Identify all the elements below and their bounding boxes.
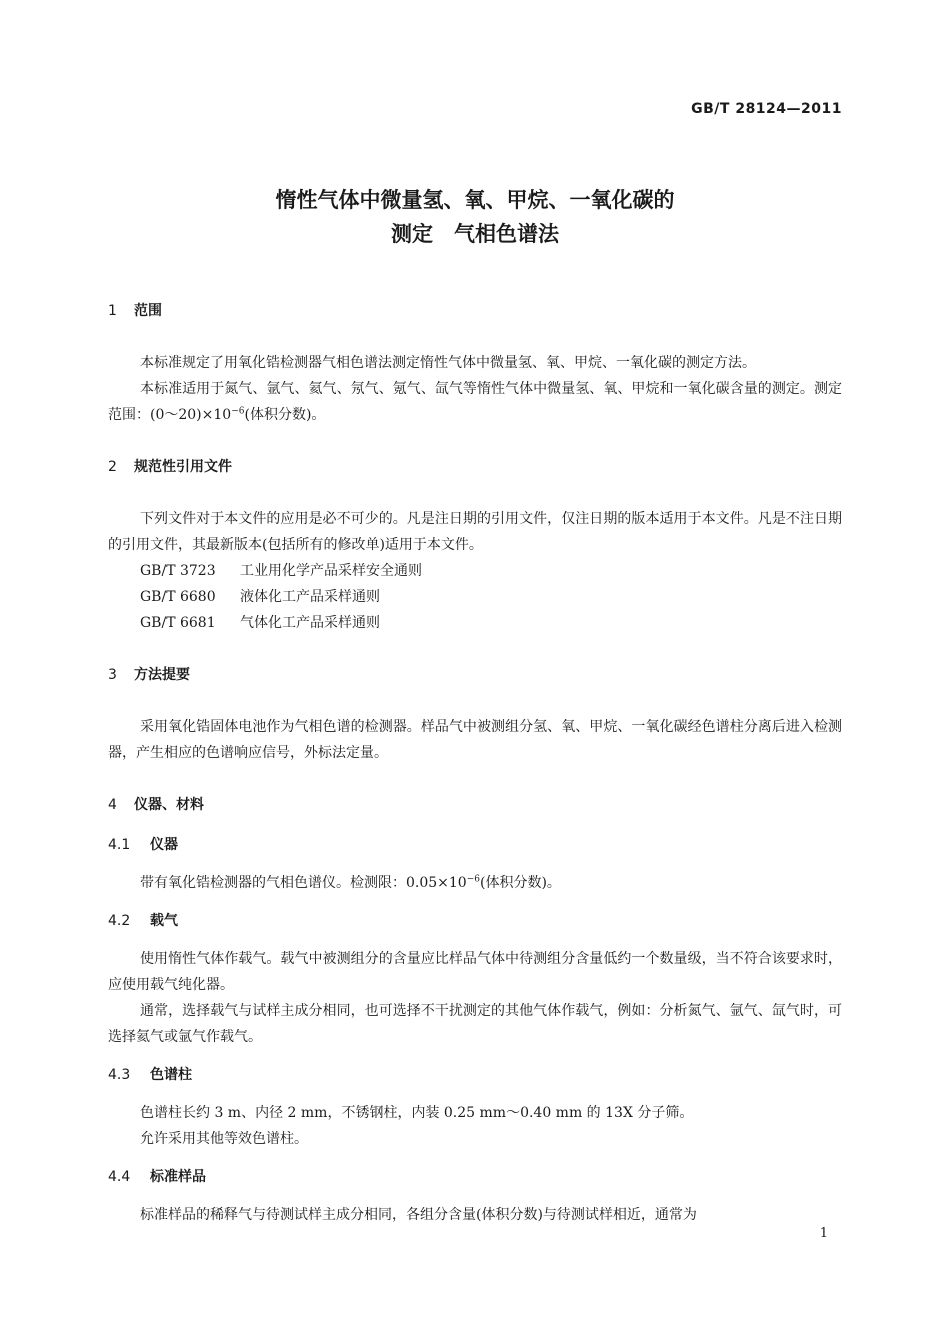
section-title: 范围 xyxy=(134,303,162,319)
section-1-para-2: 本标准适用于氮气、氩气、氦气、氖气、氪气、氙气等惰性气体中微量氢、氧、甲烷和一氧化碳含量的测定。测定范围：$(0\sim 20)\times 10^{-6}$(体积分数)。 xyxy=(108,381,842,423)
reference-item xyxy=(108,584,842,610)
reference-code: GB/T 3723 xyxy=(140,563,216,579)
section-4-heading xyxy=(108,792,842,818)
section-4-1-heading xyxy=(108,832,842,858)
section-number: 4.2 xyxy=(108,913,131,929)
title-line-2: 测定 气相色谱法 xyxy=(391,222,559,246)
title-line-1: 惰性气体中微量氢、氧、甲烷、一氧化碳的 xyxy=(275,188,675,212)
standard-code: GB/T 28124—2011 xyxy=(691,101,842,117)
reference-item xyxy=(108,558,842,584)
section-1-heading xyxy=(108,298,842,324)
section-4-1-para-1: 带有氧化锆检测器的气相色谱仪。检测限：$0.05\times 10^{-6}$(体积分数)。 xyxy=(140,874,561,891)
section-title: 色谱柱 xyxy=(150,1067,192,1083)
section-title: 方法提要 xyxy=(134,667,190,683)
section-4-2-para-2: 通常，选择载气与试样主成分相同，也可选择不干扰测定的其他气体作载气，例如：分析氮气、氩气、氙气时，可选择氦气或氩气作载气。 xyxy=(108,1003,842,1045)
reference-title: 液体化工产品采样通则 xyxy=(240,589,380,605)
section-4-2-heading xyxy=(108,908,842,934)
section-1-para-1: 本标准规定了用氧化锆检测器气相色谱法测定惰性气体中微量氢、氧、甲烷、一氧化碳的测定方法。 xyxy=(140,355,756,371)
section-number: 1 xyxy=(108,303,117,319)
section-number: 2 xyxy=(108,459,117,475)
section-number: 4 xyxy=(108,797,117,813)
section-4-3-para-1: 色谱柱长约 3 m、内径 2 mm，不锈钢柱，内装 0.25 mm～0.40 mm 的 13X 分子筛。 xyxy=(140,1105,694,1121)
section-4-3-heading xyxy=(108,1062,842,1088)
exponent: −6 xyxy=(231,406,245,417)
section-number: 4.1 xyxy=(108,837,131,853)
section-title: 仪器 xyxy=(150,837,178,853)
section-title: 载气 xyxy=(150,913,178,929)
reference-item xyxy=(108,610,842,636)
section-title: 仪器、材料 xyxy=(134,797,204,813)
reference-code: GB/T 6680 xyxy=(140,589,216,605)
reference-code: GB/T 6681 xyxy=(140,615,216,631)
page-number: 1 xyxy=(819,1226,828,1241)
section-3-para-1: 采用氧化锆固体电池作为气相色谱的检测器。样品气中被测组分氢、氧、甲烷、一氧化碳经色谱柱分离后进入检测器，产生相应的色谱响应信号，外标法定量。 xyxy=(108,719,842,761)
section-4-4-heading xyxy=(108,1164,842,1190)
exponent: −6 xyxy=(466,874,480,885)
section-number: 3 xyxy=(108,667,117,683)
section-2-para-1: 下列文件对于本文件的应用是必不可少的。凡是注日期的引用文件，仅注日期的版本适用于本文件。凡是不注日期的引用文件，其最新版本(包括所有的修改单)适用于本文件。 xyxy=(108,511,842,553)
section-3-heading xyxy=(108,662,842,688)
document-body xyxy=(108,294,842,1228)
document-title xyxy=(0,183,950,251)
section-title: 标准样品 xyxy=(150,1169,206,1185)
section-2-heading xyxy=(108,454,842,480)
section-4-3-para-2: 允许采用其他等效色谱柱。 xyxy=(140,1131,308,1147)
section-title: 规范性引用文件 xyxy=(134,459,232,475)
section-4-2-para-1: 使用惰性气体作载气。载气中被测组分的含量应比样品气体中待测组分含量低约一个数量级，当不符合该要求时，应使用载气纯化器。 xyxy=(108,951,842,993)
section-4-4-para-1: 标准样品的稀释气与待测试样主成分相同，各组分含量(体积分数)与待测试样相近，通常为 xyxy=(140,1207,697,1223)
reference-title: 工业用化学产品采样安全通则 xyxy=(240,563,422,579)
reference-title: 气体化工产品采样通则 xyxy=(240,615,380,631)
section-number: 4.3 xyxy=(108,1067,131,1083)
section-number: 4.4 xyxy=(108,1169,131,1185)
